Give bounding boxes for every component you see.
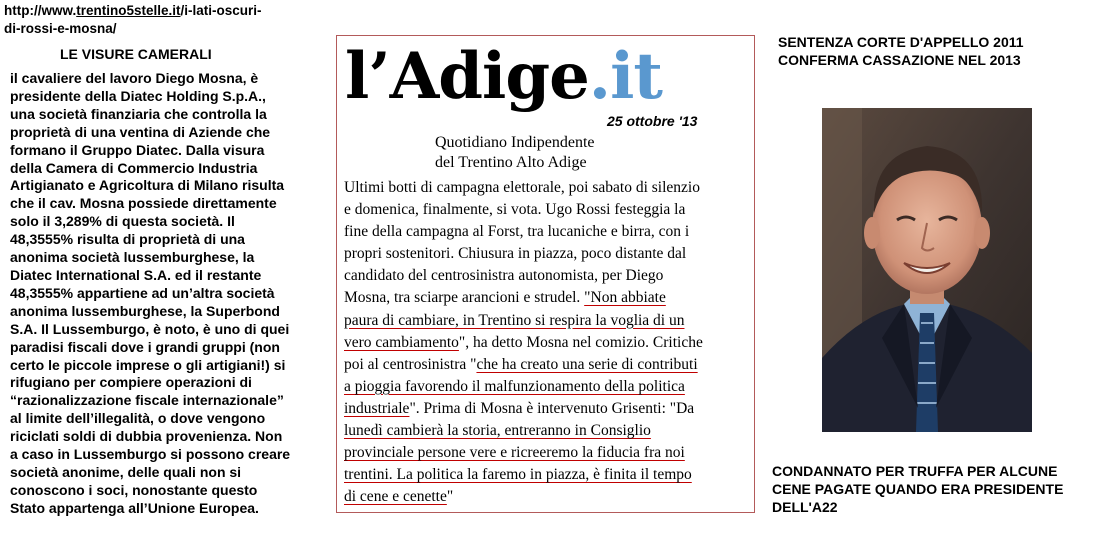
article-line (344, 287, 749, 309)
body-line: rifugiano per compiere operazioni di (10, 374, 252, 391)
article-line (344, 354, 749, 376)
sentence-line: CONFERMA CASSAZIONE NEL 2013 (778, 52, 1021, 68)
body-line: riciclati soldi di dubbia provenienza. Non (10, 428, 283, 445)
article-line (344, 243, 749, 265)
article-line (344, 464, 749, 486)
body-line: Artigianato e Agricoltura di Milano risulta (10, 177, 285, 194)
body-line: Diatec International S.A. ed il restante (10, 266, 262, 283)
body-line: al limite dell’illegalità, o dove vengono (10, 410, 266, 427)
underlined-quote: provinciale persone vere e ricreeremo la fiducia fra noi (344, 444, 685, 462)
article-line (344, 265, 749, 287)
left-body-text (10, 70, 332, 518)
underlined-quote: lunedì cambierà la storia, entreranno in Consiglio (344, 422, 651, 440)
article-line (344, 332, 749, 354)
url-prefix: http://www. (4, 3, 77, 18)
article-line (344, 177, 749, 199)
article-text: e domenica, finalmente, si vota. Ugo Rossi festeggia la (344, 201, 686, 219)
url-domain: trentino5stelle.it (76, 3, 181, 18)
underlined-quote: trentini. La politica la faremo in piazza, è finita il tempo (344, 466, 692, 484)
logo-main: l’Adige (345, 39, 589, 114)
article-text: poi al centrosinistra " (344, 355, 477, 373)
body-line: S.A. Il Lussemburgo, è noto, è uno di quei (10, 320, 290, 337)
body-line: conoscono i soci, nonostante questo (10, 481, 258, 498)
newspaper-logo (345, 38, 662, 116)
article-text: fine della campagna al Forst, tra lucaniche e birra, con i (344, 223, 690, 241)
underlined-quote: di cene e cenette (344, 488, 447, 506)
underlined-quote: vero cambiamento (344, 333, 459, 351)
article-line (344, 221, 749, 243)
conviction-caption (772, 462, 1063, 516)
article-text: propri sostenitori. Chiusura in piazza, poco distante dal (344, 245, 687, 263)
url-path: /i-lati-oscuri- (180, 3, 262, 18)
body-line: “razionalizzazione fiscale internazionale” (10, 392, 284, 409)
body-line: certo le piccole imprese o gli artigiani!) si (10, 356, 286, 373)
article-line (344, 398, 749, 420)
article-text: candidato del centrosinistra autonomista, per Diego (344, 267, 664, 285)
body-line: anonima società lussemburghese, la (10, 249, 255, 266)
sentence-line: SENTENZA CORTE D'APPELLO 2011 (778, 34, 1024, 50)
underlined-quote: che ha creato una serie di contributi (476, 355, 698, 373)
sentence-heading (778, 33, 1024, 69)
article-line (344, 486, 749, 508)
logo-suffix: .it (588, 39, 662, 114)
underlined-quote: a pioggia favorendo il malfunzionamento della politica (344, 377, 685, 395)
article-text: Ultimi botti di campagna elettorale, poi sabato di silenzio (344, 179, 700, 196)
right-column (760, 0, 1110, 555)
underlined-quote: "Non abbiate (584, 289, 666, 307)
article-line (344, 376, 749, 398)
body-line: formano il Gruppo Diatec. Dalla visura (10, 141, 265, 158)
article-text: Mosna, tra sciarpe arancioni e strudel. (344, 289, 585, 307)
body-line: proprietà di una ventina di Aziende che (10, 123, 271, 140)
body-line: il cavaliere del lavoro Diego Mosna, è (10, 70, 259, 86)
body-line: anonima lussemburghese, la Superbond (10, 302, 280, 319)
article-line (344, 442, 749, 464)
body-line: solo il 3,289% di questa società. Il (10, 213, 235, 230)
body-line: una società finanziaria che controlla la (10, 105, 267, 122)
conviction-line: CENE PAGATE QUANDO ERA PRESIDENTE (772, 481, 1064, 497)
underlined-quote: industriale (344, 399, 410, 417)
subtitle-line: del Trentino Alto Adige (435, 154, 587, 171)
newspaper-subtitle (435, 133, 595, 173)
left-column (0, 0, 330, 555)
portrait-photo (822, 108, 1032, 432)
body-line: paradisi fiscali dove i grandi gruppi (non (10, 338, 280, 355)
article-body (344, 177, 749, 508)
article-text: ". Prima di Mosna è intervenuto Grisenti: "Da (409, 399, 695, 417)
article-line (344, 310, 749, 332)
section-title: LE VISURE CAMERALI (60, 46, 212, 62)
conviction-line: DELL'A22 (772, 499, 838, 515)
article-text: " (446, 488, 454, 506)
body-line: 48,3555% appartiene ad un’altra società (10, 284, 275, 301)
conviction-line: CONDANNATO PER TRUFFA PER ALCUNE (772, 463, 1058, 479)
body-line: 48,3555% risulta di proprietà di una (10, 231, 245, 248)
body-line: presidente della Diatec Holding S.p.A., (10, 87, 266, 104)
body-line: a caso in Lussemburgo si possono creare (10, 446, 291, 463)
body-line: della Camera di Commercio Industria (10, 159, 258, 176)
article-line (344, 420, 749, 442)
body-line: società anonime, delle quali non si (10, 463, 242, 480)
body-line: che il cav. Mosna possiede direttamente (10, 195, 277, 212)
article-text: ", ha detto Mosna nel comizio. Critiche (458, 333, 703, 351)
subtitle-line: Quotidiano Indipendente (435, 134, 595, 151)
source-url[interactable] (4, 2, 262, 19)
article-line (344, 199, 749, 221)
source-url-continuation[interactable]: di-rossi-e-mosna/ (4, 21, 117, 36)
body-line: Stato appartenga all’Unione Europea. (10, 499, 259, 516)
newspaper-clipping (336, 35, 755, 513)
underlined-quote: paura di cambiare, in Trentino si respira la voglia di un (344, 311, 685, 329)
article-date: 25 ottobre '13 (607, 113, 698, 129)
